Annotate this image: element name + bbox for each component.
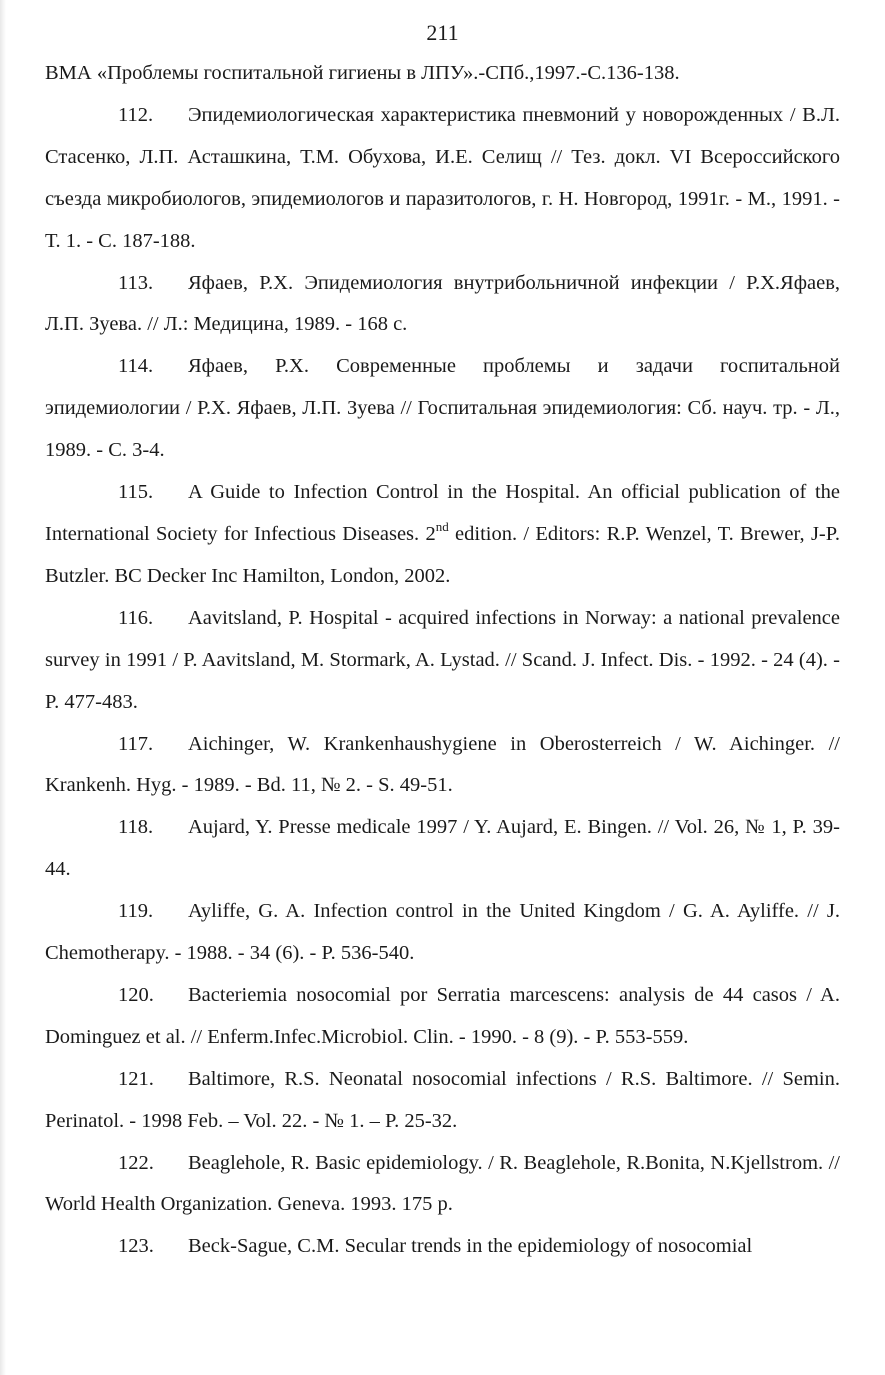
reference-number: 118.	[118, 816, 154, 839]
ordinal-superscript: nd	[435, 518, 449, 534]
reference-item	[45, 975, 840, 1059]
reference-item	[45, 263, 840, 347]
reference-text: Bacteriemia nosocomial por Serratia marcescens: analysis de 44 casos / A. Dominguez et al. // Enferm.Infec.Microbiol. Clin. - 1990. - 8 (9). - P. 553-559.	[45, 983, 840, 1048]
reference-text-cont: edition. / Editors: R.P. Wenzel, T. Brewer, J-P. Butzler. BC Decker Inc Hamilton, London, 2002.	[45, 522, 841, 587]
reference-text: Beck-Sague, C.M. Secular trends in the epidemiology of nosocomial	[188, 1235, 753, 1258]
reference-number: 116.	[118, 606, 154, 629]
reference-number: 121.	[118, 1067, 154, 1090]
reference-text: Aujard, Y. Presse medicale 1997 / Y. Aujard, E. Bingen. // Vol. 26, № 1, P. 39-44.	[45, 816, 840, 881]
reference-list	[45, 53, 840, 1268]
scan-edge-shadow	[0, 0, 6, 1375]
reference-number: 112.	[118, 103, 154, 126]
reference-text: Aichinger, W. Krankenhaushygiene in Oberosterreich / W. Aichinger. // Krankenh. Hyg. - 1989. - Bd. 11, № 2. - S. 49-51.	[45, 732, 840, 797]
reference-item	[45, 1059, 840, 1143]
reference-item	[45, 472, 840, 598]
reference-number: 122.	[118, 1151, 154, 1174]
reference-number: 119.	[118, 900, 154, 923]
reference-item	[45, 891, 840, 975]
reference-text: Ayliffe, G. A. Infection control in the United Kingdom / G. A. Ayliffe. // J. Chemotherapy. - 1988. - 34 (6). - P. 536-540.	[45, 900, 840, 965]
reference-text: Яфаев, Р.Х. Современные проблемы и задачи госпитальной эпидемиологии / Р.Х. Яфаев, Л.П. Зуева // Госпитальная эпидемиология: Сб. науч. тр. - Л., 1989. - С. 3-4.	[45, 355, 840, 462]
reference-text: Aavitsland, P. Hospital - acquired infections in Norway: a national prevalence survey in 1991 / P. Aavitsland, M. Stormark, A. Lystad. // Scand. J. Infect. Dis. - 1992. - 24 (4). - P. 477-483.	[45, 606, 840, 713]
reference-number: 115.	[118, 481, 154, 504]
reference-item	[45, 1226, 840, 1268]
reference-item	[45, 1143, 840, 1227]
reference-text: Эпидемиологическая характеристика пневмоний у новорожденных / В.Л. Стасенко, Л.П. Асташкина, Т.М. Обухова, И.Е. Селищ // Тез. докл. VI Всероссийского съезда микробиологов, эпидемиологов и паразитологов, г. Н. Новгород, 1991г. - М., 1991. - Т. 1. - С. 187-188.	[45, 103, 840, 252]
reference-text: A Guide to Infection Control in the Hospital. An official publication of the International Society for Infectious Diseases. 2	[45, 481, 840, 545]
reference-number: 114.	[118, 355, 154, 378]
reference-number: 113.	[118, 271, 154, 294]
reference-item	[45, 807, 840, 891]
reference-item	[45, 95, 840, 263]
page-number: 211	[426, 20, 459, 45]
reference-text: Baltimore, R.S. Neonatal nosocomial infections / R.S. Baltimore. // Semin. Perinatol. - 1998 Feb. – Vol. 22. - № 1. – P. 25-32.	[45, 1067, 840, 1132]
reference-item	[45, 346, 840, 472]
continuation-text: ВМА «Проблемы госпитальной гигиены в ЛПУ».-СПб.,1997.-С.136-138.	[45, 62, 680, 84]
reference-item	[45, 598, 840, 724]
reference-item	[45, 724, 840, 808]
reference-text: Beaglehole, R. Basic epidemiology. / R. Beaglehole, R.Bonita, N.Kjellstrom. // World Health Organization. Geneva. 1993. 175 p.	[45, 1151, 840, 1216]
reference-number: 117.	[118, 732, 154, 755]
reference-number: 120.	[118, 983, 154, 1006]
reference-number: 123.	[118, 1235, 154, 1258]
reference-text: Яфаев, Р.Х. Эпидемиология внутрибольничной инфекции / Р.Х.Яфаев, Л.П. Зуева. // Л.: Медицина, 1989. - 168 с.	[45, 271, 840, 336]
